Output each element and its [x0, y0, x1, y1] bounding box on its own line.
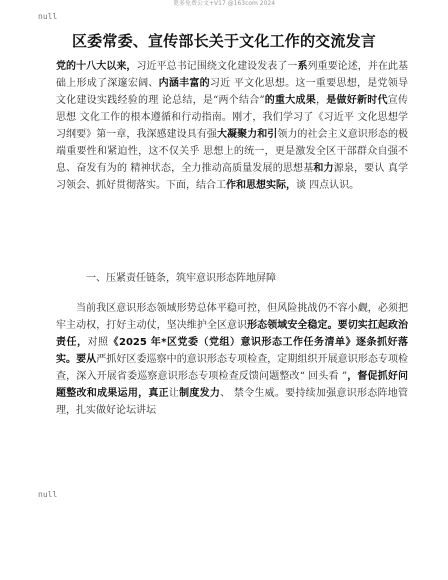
section-heading: 一、压紧责任链条，筑牢意识形态阵地屏障 — [86, 273, 276, 284]
watermark-note: 更多免费公文+V17 @163com 2024 — [172, 0, 276, 7]
text-run: 严抓好区委巡察中的意识形态专项检查，定期组织开展意识形态专项检查，深入开展省委巡察意识形态专项检查反馈问题整改“ 回头看 ” — [56, 354, 409, 382]
page-title: 区委常委、宣传部长关于文化工作的交流发言 — [71, 32, 376, 50]
text-run: 、 禁令生威。要持续加强意识形态阵地管理，扎实做好论坛讲坛 — [56, 388, 409, 416]
bold-run: 《2025 年*区党委（党组）意识形态工作任务清单》逐条抓好落实。要从 — [56, 337, 409, 365]
text-run: 习近 平文化思想。这一重要思想，是党领导文化建设实践经验的理 论总结，是“两个结合” — [56, 78, 408, 106]
bold-run: 大凝聚力和引 — [216, 129, 278, 140]
bold-run: ，督促抓好问题整改和成果运用，真正 — [56, 371, 408, 399]
text-run: 习近平总书记围绕文化建设发表了一 — [136, 61, 298, 72]
bold-run: 的重大成果 — [264, 95, 317, 106]
null-marker-bottom: null — [38, 490, 58, 499]
bold-run: 和力 — [313, 163, 334, 174]
text-run: 当前我区意识形态领域形势总体平稳可控，但风险挑战仍不容小觑，必须把牢主动权，打好主动仗，坚决维护全区意识 — [56, 303, 408, 331]
text-run: 源泉，要认 真学习领会、抓好贯彻落实。下面，结合工 — [56, 163, 408, 191]
bold-run: 制度发力 — [179, 388, 221, 399]
bold-run: 作和思想实际， — [226, 180, 296, 191]
paragraph-section-1 — [56, 300, 408, 419]
text-run: 对照 — [87, 337, 109, 348]
null-marker-top: null — [38, 12, 58, 21]
text-run: 宣传思想 文化工作的根本遵循和行动指南。刚才，我们学习了《习近平 文化思想学习纲要》第一章，我深感建设具有强 — [56, 95, 409, 140]
text-run: 列重要论述，并在此基础上形成了深邃宏阔、 — [56, 61, 409, 89]
text-run: 领力的社会主义意识形态的极端重要性和紧迫性，这不仅关乎 思想上的统一，更是激发全区干部群众自强不息、奋发有为的 精神状态，全力推动高质量发展的思想基 — [56, 129, 409, 174]
bold-run: 形态领域安全稳定。要切实扛起政治责任， — [56, 320, 409, 348]
bold-run: 内涵丰富的 — [158, 78, 210, 89]
bold-run: 系 — [297, 61, 308, 72]
paragraph-intro — [56, 58, 408, 194]
bold-run: 是做好新时代 — [326, 95, 388, 106]
text-run: 让 — [168, 388, 180, 399]
bold-lead: 党的十八大以来， — [56, 61, 137, 72]
text-run: ， — [316, 95, 327, 106]
text-run: 谈 四点认识。 — [296, 180, 360, 191]
